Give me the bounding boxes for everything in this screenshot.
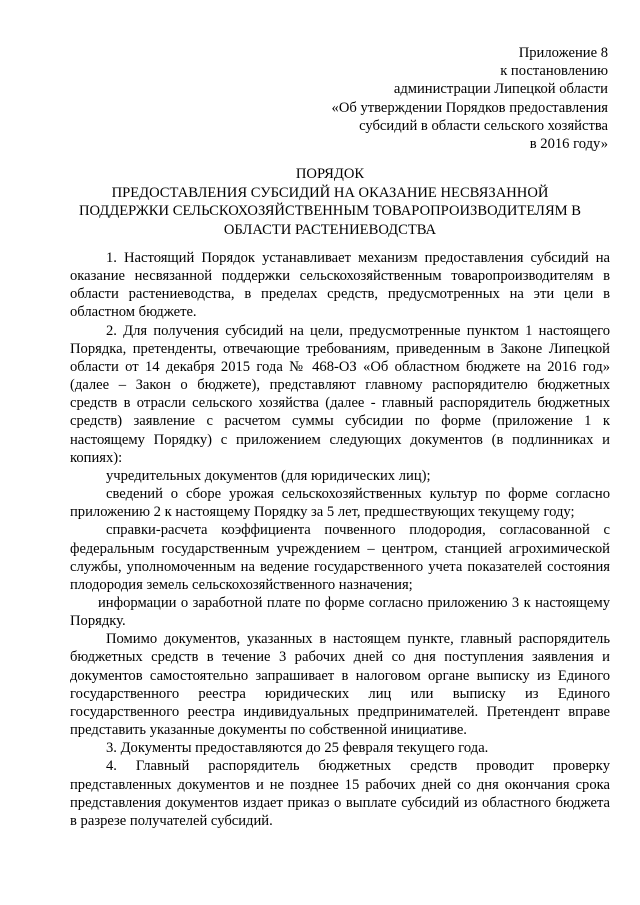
title-line: ПОДДЕРЖКИ СЕЛЬСКОХОЗЯЙСТВЕННЫМ ТОВАРОПРОИЗВОДИТЕЛЯМ В bbox=[78, 203, 582, 220]
appendix-line: Приложение 8 bbox=[518, 45, 608, 61]
title-line: ОБЛАСТИ РАСТЕНИЕВОДСТВА bbox=[223, 221, 437, 238]
paragraph-1: 1. Настоящий Порядок устанавливает механизм предоставления субсидий на оказание несвязанной поддержки сельскохозяйственным товаропроизводителям в области растениеводства, в пределах средств, предусмотренных на эти цели в областном бюджете. bbox=[70, 250, 610, 321]
document-body bbox=[70, 249, 610, 830]
paragraph-3: 3. Документы предоставляются до 25 февраля текущего года. bbox=[106, 740, 489, 757]
list-item-salary-info: информации о заработной плате по форме согласно приложению 3 к настоящему Порядку. bbox=[70, 594, 610, 630]
appendix-line: к постановлению bbox=[500, 63, 608, 80]
appendix-line: в 2016 году» bbox=[529, 136, 608, 153]
title-line: ПРЕДОСТАВЛЕНИЯ СУБСИДИЙ НА ОКАЗАНИЕ НЕСВЯЗАННОЙ bbox=[111, 184, 549, 201]
paragraph-4: 4. Главный распорядитель бюджетных средств проводит проверку представленных документов и не позднее 15 рабочих дней со дня окончания срока представления документов издает приказ о выплате субсидий из областного бюджета в разрезе получателей субсидий. bbox=[70, 758, 610, 829]
paragraph-additional-docs: Помимо документов, указанных в настоящем пункте, главный распорядитель бюджетных средств в течение 3 рабочих дней со дня поступления заявления и документов самостоятельно запрашивает в налоговом органе выписку из Единого государственного реестра юридических лиц или выписку из Единого государственного реестра индивидуальных предпринимателей. Претендент вправе представить указанные документы по собственной инициативе. bbox=[70, 631, 610, 739]
appendix-line: администрации Липецкой области bbox=[393, 81, 608, 98]
appendix-line: «Об утверждении Порядков предоставления bbox=[331, 99, 608, 116]
list-item-founding-docs: учредительных документов (для юридических лиц); bbox=[106, 467, 431, 484]
document-title bbox=[60, 165, 600, 239]
title-line: ПОРЯДОК bbox=[295, 166, 365, 182]
paragraph-2: 2. Для получения субсидий на цели, предусмотренные пунктом 1 настоящего Порядка, претенденты, отвечающие требованиям, приведенным в Законе Липецкой области от 14 декабря 2015 года № 468-ОЗ «Об областном бюджете на 2016 год» (далее – Закон о бюджете), представляют главному распорядителю бюджетных средств в отрасли сельского хозяйства (далее - главный распорядитель бюджетных средств) заявление с расчетом суммы субсидии по форме (приложение 1 к настоящему Порядку) с приложением следующих документов (в подлинниках и копиях): bbox=[70, 322, 610, 466]
list-item-soil-certificate: справки-расчета коэффициента почвенного плодородия, согласованной с федеральным государственным учреждением – центром, станцией агрохимической службы, уполномоченным на ведение государственного учета показателей состояния плодородия земель сельскохозяйственного назначения; bbox=[70, 522, 610, 593]
appendix-line: субсидий в области сельского хозяйства bbox=[359, 117, 608, 134]
appendix-header bbox=[288, 44, 608, 153]
list-item-harvest-info: сведений о сборе урожая сельскохозяйственных культур по форме согласно приложению 2 к настоящему Порядку за 5 лет, предшествующих текущему году; bbox=[70, 486, 610, 521]
